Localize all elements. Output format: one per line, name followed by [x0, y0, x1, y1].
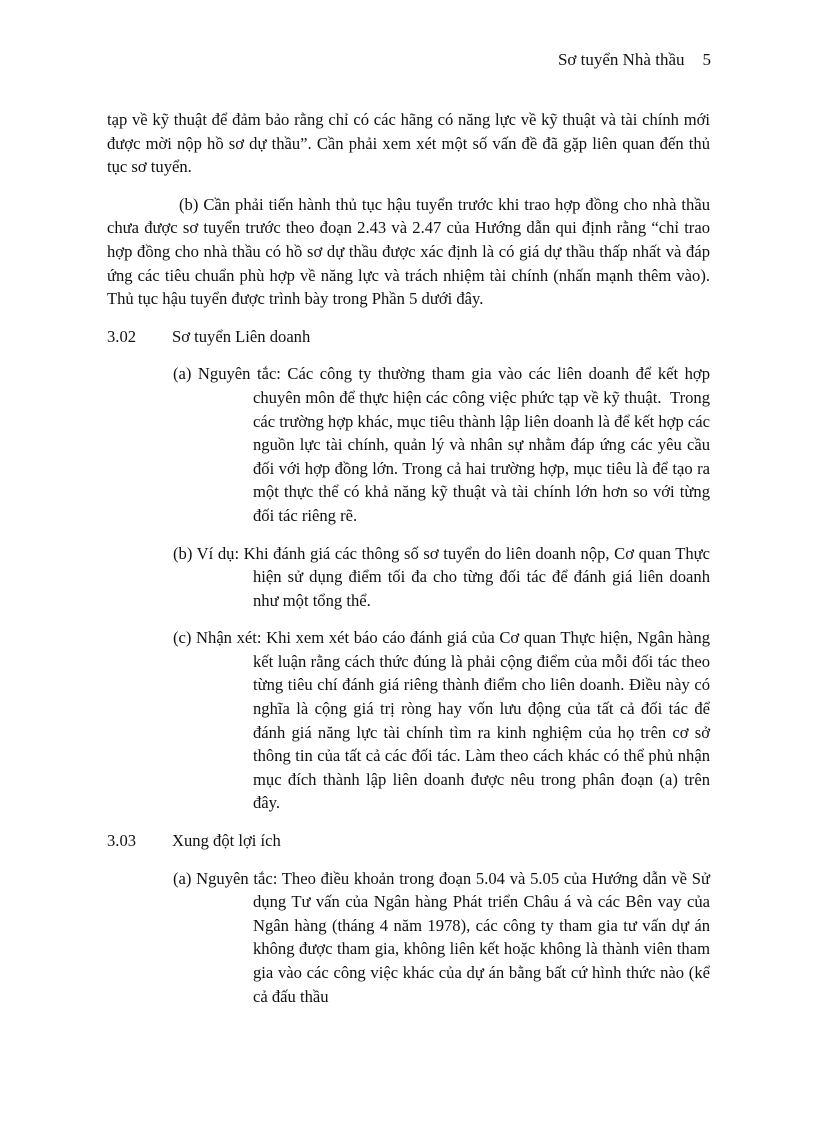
header-title: Sơ tuyển Nhà thầu: [557, 50, 685, 69]
paragraph: tạp về kỹ thuật để đảm bảo rằng chỉ có các hãng có năng lực về kỹ thuật và tài chính mới được mời nộp hồ sơ dự thầu”. Cần phải xem xét một số vấn đề đã gặp liên quan đến thủ tục sơ tuyển.: [107, 110, 710, 177]
section-title: Xung đột lợi ích: [172, 831, 281, 851]
section-heading: [107, 325, 710, 349]
section-number: 3.02: [107, 326, 137, 346]
paragraph: (b) Cần phải tiến hành thủ tục hậu tuyển trước khi trao hợp đồng cho nhà thầu chưa được sơ tuyển trước theo đoạn 2.43 và 2.47 của Hướng dẫn qui định rằng “chỉ trao hợp đồng cho nhà thầu có hồ sơ dự thầu được xác định là có giá dự thầu thấp nhất và đáp ứng các tiêu chuẩn phù hợp về năng lực và trách nhiệm tài chính (nhấn mạnh thêm vào). Thủ tục hậu tuyển được trình bày trong Phần 5 dưới đây.: [107, 194, 710, 309]
section-title: Sơ tuyển Liên doanh: [172, 326, 311, 346]
document-body: [107, 108, 740, 1008]
section-number: 3.03: [107, 831, 137, 851]
section-item: (c) Nhận xét: Khi xem xét báo cáo đánh giá của Cơ quan Thực hiện, Ngân hàng kết luận rằng cách thức đúng là phải cộng điểm của mỗi đối tác theo từng tiêu chí đánh giá riêng thành điểm cho liên doanh. Điều này có nghĩa là cộng giá trị ròng hay vốn lưu động của tất cả đối tác để đánh giá năng lực tài chính tìm ra kinh nghiệm của họ trên cơ sở thông tin của tất cả các đối tác. Làm theo cách khác có thể phủ nhận mục đích thành lập liên doanh được nêu trong phân đoạn (a) trên đây.: [173, 628, 710, 813]
section-item: (a) Nguyên tắc: Theo điều khoản trong đoạn 5.04 và 5.05 của Hướng dẫn về Sử dụng Tư vấn của Ngân hàng Phát triển Châu á và các Bên vay của Ngân hàng (tháng 4 năm 1978), các công ty tham gia tư vấn dự án không được tham gia, không liên kết hoặc không là thành viên tham gia vào các công việc khác của dự án bằng bất cứ hình thức nào (kể cả đấu thầu: [173, 868, 710, 1006]
section-item: (a) Nguyên tắc: Các công ty thường tham gia vào các liên doanh để kết hợp chuyên môn để thực hiện các công việc phức tạp về kỹ thuật. Trong các trường hợp khác, mục tiêu thành lập liên doanh là để kết hợp các nguồn lực tài chính, quản lý và nhân sự nhằm đáp ứng các yêu cầu đối với hợp đồng lớn. Trong cả hai trường hợp, mục tiêu là để tạo ra một thực thể có khả năng kỹ thuật và tài chính lớn hơn so với từng đối tác riêng rẽ.: [173, 364, 740, 525]
page-header: [0, 50, 711, 70]
section-item: (b) Ví dụ: Khi đánh giá các thông số sơ tuyển do liên doanh nộp, Cơ quan Thực hiện sử dụng điểm tối đa cho từng đối tác để đánh giá liên doanh như một tổng thể.: [173, 543, 710, 610]
section-heading: [107, 829, 710, 853]
page-number: 5: [702, 50, 711, 69]
